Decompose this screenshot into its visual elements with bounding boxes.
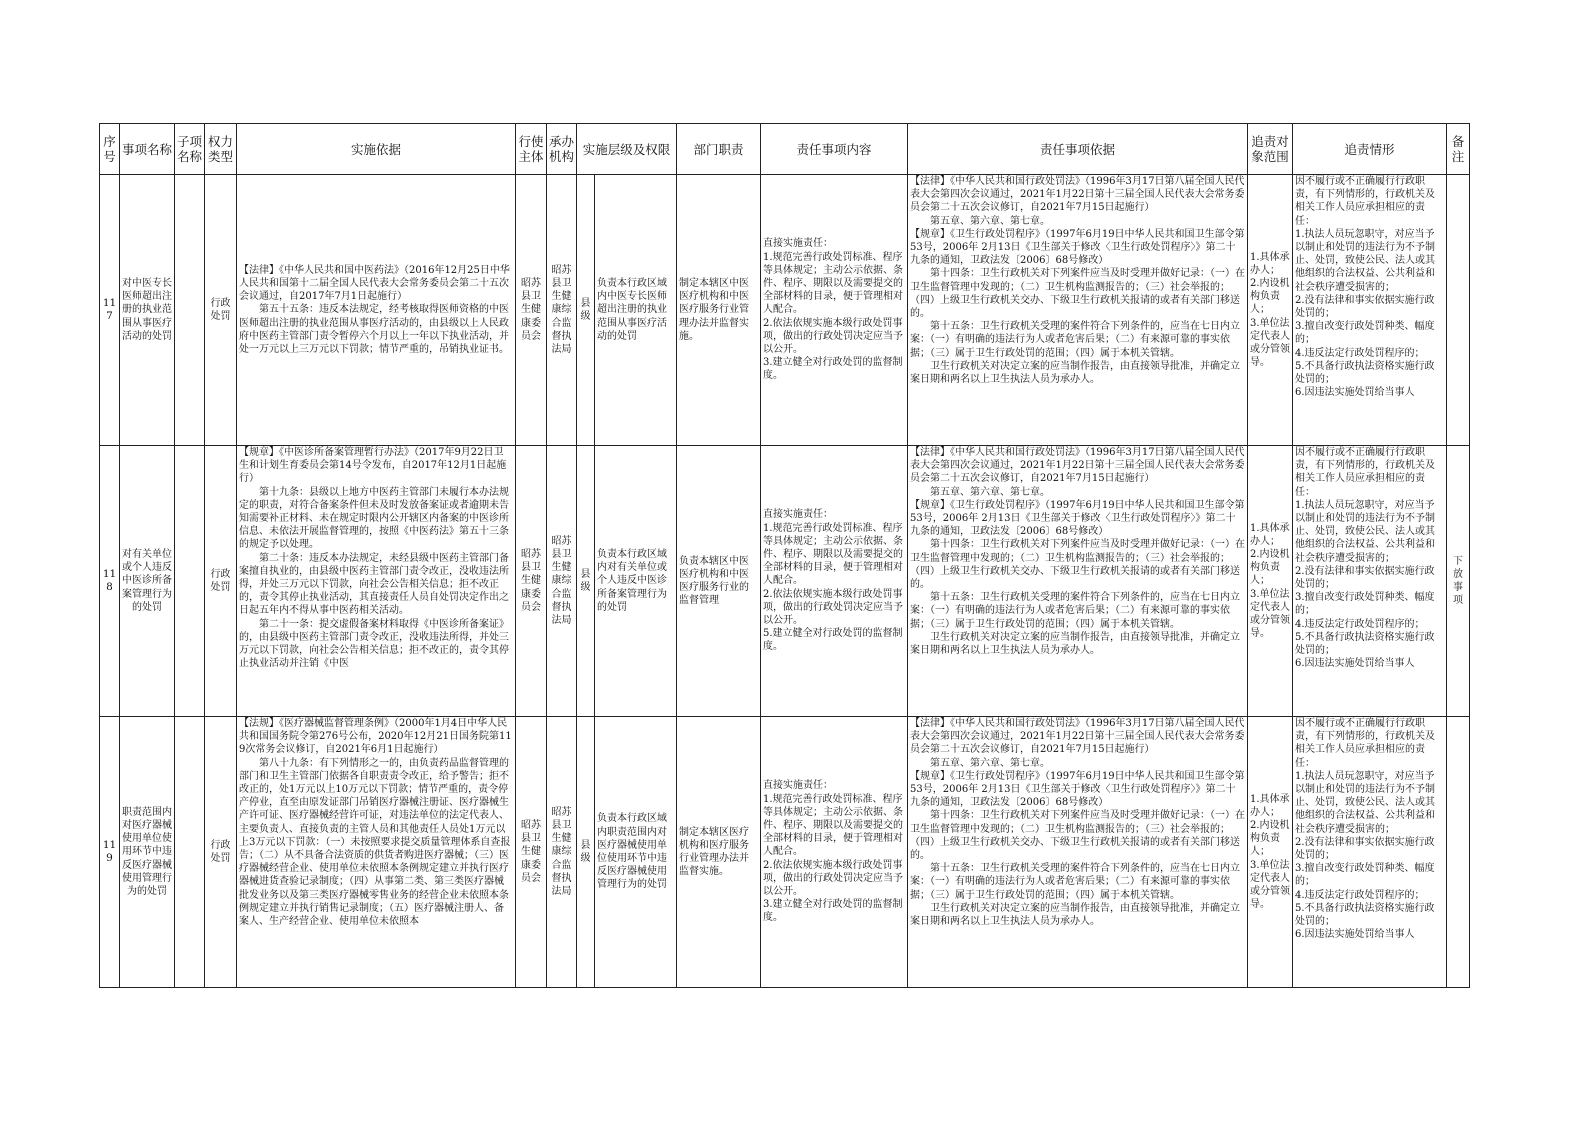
row-cases: 因不履行或不正确履行行政职责，有下列情形的，行政机关及相关工作人员应承担相应的责任： 1.执法人员玩忽职守，对应当予以制止和处罚的违法行为不予制止、处罚，致使公民、法人或其他组织的合法权益、公共利益和社会秩序遭受损害的； 2.没有法律和事实依据实施行政处罚的； 3.擅自改变行政处罚种类、幅度的； 4.违反法定行政处罚程序的； 5.不具备行政执法资格实施行政处罚的； 6.因违法实施处罚给当事人 bbox=[1295, 718, 1436, 941]
header-name: 事项名称 bbox=[120, 124, 175, 175]
row-resp-basis: 【法律】《中华人民共和国行政处罚法》（1996年3月17日第八届全国人民代表大会第四次会议通过，2021年1月22日第十三届全国人民代表大会常务委员会第二十五次会议修订，自2021年7月15日起施行） 第五章、第六章、第七章。 【规章】《卫生行政处罚程序》（1997年6月19日中华人民共和国卫生部令第53号，2006年 2月13日《卫生部关于修改〈卫生行政处罚程序〉》第二十九条的通知，卫政法发〔2006〕68号修改） 第十四条：卫生行政机关对下列案件应当及时受理并做好记录：（一）在卫生监督管理中发现的；（二）卫生机构监测报告的；（三）社会举报的；（四）上级卫生行政机关交办、下级卫生行政机关报请的或者有关部门移送的。 第十五条：卫生行政机关受理的案件符合下列条件的，应当在七日内立案：（一）有明确的违法行为人或者危害后果；（二）有来源可靠的事实依据；（三）属于卫生行政处罚的范围；（四）属于本机关管辖。 卫生行政机关对决定立案的应当制作报告，由直接领导批准，并确定立案日期和两名以上卫生执法人员为承办人。 bbox=[910, 718, 1246, 928]
row-content: 直接实施责任： 1.规范完善行政处罚标准、程序等具体规定；主动公示依据、条件、程序、期限以及需要提交的全部材料的目录，便于管理相对人配合。 2.依法依规实施本级行政处罚事项，做出的行政处罚决定应当予以公开。 3.建立健全对行政处罚的监督制度。 bbox=[763, 238, 904, 382]
row-basis: 【规章】《中医诊所备案管理暂行办法》（2017年9月22日卫生和计划生育委员会第14号令发布，自2017年12月1日起施行） 第十九条：县级以上地方中医药主管部门未履行本办法规定的职责，对符合备案条件但未及时发放备案证或者逾期未告知需要补正材料、未在规定时限内公开辖区内备案的中医诊所信息、未依法开展监督管理的，按照《中医药法》第五十三条的规定予以处理。 第二十条：违反本办法规定，未经县级中医药主管部门备案擅自执业的，由县级中医药主管部门责令改正，没收违法所得，并处三万元以下罚款，向社会公告相关信息；拒不改正的，责令其停止执业活动，其直接责任人员自处罚决定作出之日起五年内不得从事中医药相关活动。 第二十一条：提交虚假备案材料取得《中医诊所备案证》的，由县级中医药主管部门责令改正，没收违法所得，并处三万元以下罚款，向社会公告相关信息；拒不改正的，责令其停止执业活动并注销《中医 bbox=[239, 447, 509, 670]
row-agency: 昭苏县卫生健康综合监督执法局 bbox=[551, 264, 572, 355]
row-authority: 负责本行政区域内对有关单位或个人违反中医诊所备案管理行为的处罚 bbox=[597, 548, 667, 613]
table-row bbox=[100, 446, 1470, 717]
row-basis: 【法律】《中华人民共和国中医药法》（2016年12月25日中华人民共和国第十二届全国人民代表大会常务委员会第二十五次会议通过，自2017年7月1日起施行） 第五十五条：违反本法规定，经考核取得医师资格的中医医师超出注册的执业范围从事医疗活动的，由县级以上人民政府中医药主管部门责令暂停六个月以上一年以下执业活动，并处一万元以上三万元以下罚款；情节严重的，吊销执业证书。 bbox=[239, 264, 510, 355]
table-row bbox=[100, 175, 1470, 446]
row-cases: 因不履行或不正确履行行政职责，有下列情形的，行政机关及相关工作人员应承担相应的责任： 1.执法人员玩忽职守，对应当予以制止和处罚的违法行为不予制止、处罚，致使公民、法人或其他组织的合法权益、公共利益和社会秩序遭受损害的； 2.没有法律和事实依据实施行政处罚的； 3.擅自改变行政处罚种类、幅度的； 4.违反法定行政处罚程序的； 5.不具备行政执法资格实施行政处罚的； 6.因违法实施处罚给当事人 bbox=[1295, 176, 1436, 399]
row-name: 对有关单位或个人违反中医诊所备案管理行为的处罚 bbox=[122, 548, 172, 613]
row-name: 对中医专长医师超出注册的执业范围从事医疗活动的处罚 bbox=[122, 277, 172, 342]
row-type: 行政处罚 bbox=[210, 839, 231, 864]
row-cases: 因不履行或不正确履行行政职责，有下列情形的，行政机关及相关工作人员应承担相应的责任： 1.执法人员玩忽职守，对应当予以制止和处罚的违法行为不予制止、处罚，致使公民、法人或其他组织的合法权益、公共利益和社会秩序遭受损害的； 2.没有法律和事实依据实施行政处罚的； 3.擅自改变行政处罚种类、幅度的； 4.违反法定行政处罚程序的； 5.不具备行政执法资格实施行政处罚的； 6.因违法实施处罚给当事人 bbox=[1295, 447, 1436, 670]
row-scope: 1.具体承办人； 2.内设机构负责人； 3.单位法定代表人或分管领导。 bbox=[1250, 793, 1291, 911]
header-scope: 追责对象范围 bbox=[1248, 124, 1293, 175]
row-scope: 1.具体承办人； 2.内设机构负责人； 3.单位法定代表人或分管领导。 bbox=[1250, 522, 1291, 640]
row-seq: 117 bbox=[100, 175, 120, 446]
row-basis: 【法规】《医疗器械监督管理条例》（2000年1月4日中华人民共和国国务院令第276号公布，2020年12月21日国务院第119次常务会议修订，自2021年6月1日起施行） 第八十九条：有下列情形之一的，由负责药品监督管理的部门和卫生主管部门依据各自职责责令改正，给予警告；拒不改正的，处1万元以上10万元以下罚款；情节严重的，责令停产停业，直至由原发证部门吊销医疗器械注册证、医疗器械生产许可证、医疗器械经营许可证，对违法单位的法定代表人、主要负责人、直接负责的主管人员和其他责任人员处1万元以上3万元以下罚款：（一）未按照要求提交质量管理体系自查报告；（二）从不具备合法资质的供货者购进医疗器械；（三）医疗器械经营企业、使用单位未依照本条例规定建立并执行医疗器械进货查验记录制度；（四）从事第二类、第三类医疗器械批发业务以及第三类医疗器械零售业务的经营企业未依照本条例规定建立并执行销售记录制度；（五）医疗器械注册人、备案人、生产经营企业、使用单位未依照本 bbox=[239, 718, 512, 928]
row-resp-basis: 【法律】《中华人民共和国行政处罚法》（1996年3月17日第八届全国人民代表大会第四次会议通过，2021年1月22日第十三届全国人民代表大会常务委员会第二十五次会议修订，自2021年7月15日起施行） 第五章、第六章、第七章。 【规章】《卫生行政处罚程序》（1997年6月19日中华人民共和国卫生部令第53号，2006年 2月13日《卫生部关于修改〈卫生行政处罚程序〉》第二十九条的通知，卫政法发〔2006〕68号修改） 第十四条：卫生行政机关对下列案件应当及时受理并做好记录：（一）在卫生监督管理中发现的；（二）卫生机构监测报告的；（三）社会举报的；（四）上级卫生行政机关交办、下级卫生行政机关报请的或者有关部门移送的。 第十五条：卫生行政机关受理的案件符合下列条件的，应当在七日内立案：（一）有明确的违法行为人或者危害后果；（二）有来源可靠的事实依据；（三）属于卫生行政处罚的范围；（四）属于本机关管辖。 卫生行政机关对决定立案的应当制作报告，由直接领导批准，并确定立案日期和两名以上卫生执法人员为承办人。 bbox=[910, 447, 1246, 657]
row-content: 直接实施责任： 1.规范完善行政处罚标准、程序等具体规定；主动公示依据、条件、程序、期限以及需要提交的全部材料的目录，便于管理相对人配合。 2.依法依规实施本级行政处罚事项，做出的行政处罚决定应当予以公开。 3.建立健全对行政处罚的监督制度。 bbox=[763, 780, 904, 924]
row-duty: 制定本辖区中医医疗机构和中医医疗服务行业管理办法并监督实施。 bbox=[679, 277, 750, 342]
header-basis: 实施依据 bbox=[237, 124, 516, 175]
row-type: 行政处罚 bbox=[210, 297, 231, 322]
header-note: 备注 bbox=[1447, 124, 1470, 175]
row-subject: 昭苏县卫生健康委员会 bbox=[521, 277, 541, 342]
row-sub bbox=[177, 175, 202, 445]
row-note: 下放事项 bbox=[1453, 555, 1464, 607]
row-seq: 118 bbox=[100, 446, 120, 717]
header-agency: 承办机构 bbox=[547, 124, 577, 175]
row-type: 行政处罚 bbox=[210, 568, 231, 593]
row-duty: 负责本辖区中医医疗机构和中医医疗服务行业的监督管理 bbox=[679, 555, 750, 607]
table-row bbox=[100, 717, 1470, 988]
row-agency: 昭苏县卫生健康综合监督执法局 bbox=[551, 806, 572, 897]
responsibility-table bbox=[99, 123, 1470, 988]
row-resp-basis: 【法律】《中华人民共和国行政处罚法》（1996年3月17日第八届全国人民代表大会第四次会议通过，2021年1月22日第十三届全国人民代表大会常务委员会第二十五次会议修订，自2021年7月15日起施行） 第五章、第六章、第七章。 【规章】《卫生行政处罚程序》（1997年6月19日中华人民共和国卫生部令第53号，2006年 2月13日《卫生部关于修改〈卫生行政处罚程序〉》第二十九条的通知，卫政法发〔2006〕68号修改） 第十四条：卫生行政机关对下列案件应当及时受理并做好记录：（一）在卫生监督管理中发现的；（二）卫生机构监测报告的；（三）社会举报的；（四）上级卫生行政机关交办、下级卫生行政机关报请的或者有关部门移送的。 第十五条：卫生行政机关受理的案件符合下列条件的，应当在七日内立案：（一）有明确的违法行为人或者危害后果；（二）有来源可靠的事实依据；（三）属于卫生行政处罚的范围；（四）属于本机关管辖。 卫生行政机关对决定立案的应当制作报告，由直接领导批准，并确定立案日期和两名以上卫生执法人员为承办人。 bbox=[910, 176, 1246, 386]
row-scope: 1.具体承办人； 2.内设机构负责人； 3.单位法定代表人或分管领导。 bbox=[1250, 251, 1291, 369]
header-sub: 子项名称 bbox=[175, 124, 205, 175]
header-row bbox=[100, 124, 1470, 175]
header-type: 权力类型 bbox=[205, 124, 237, 175]
header-level: 实施层级及权限 bbox=[577, 124, 677, 175]
row-level: 县级 bbox=[580, 297, 591, 322]
row-sub bbox=[177, 446, 202, 716]
header-content: 责任事项内容 bbox=[761, 124, 908, 175]
header-cases: 追责情形 bbox=[1293, 124, 1447, 175]
row-subject: 昭苏县卫生健康委员会 bbox=[521, 819, 541, 884]
header-seq: 序号 bbox=[100, 124, 120, 175]
row-authority: 负责本行政区域内中医专长医师超出注册的执业范围从事医疗活动的处罚 bbox=[597, 277, 667, 342]
row-sub bbox=[177, 717, 202, 987]
header-subject: 行使主体 bbox=[516, 124, 547, 175]
row-agency: 昭苏县卫生健康综合监督执法局 bbox=[551, 535, 572, 626]
header-resp-basis: 责任事项依据 bbox=[908, 124, 1248, 175]
row-content: 直接实施责任： 1.规范完善行政处罚标准、程序等具体规定；主动公示依据、条件、程序、期限以及需要提交的全部材料的目录，便于管理相对人配合。 2.依法依规实施本级行政处罚事项，做出的行政处罚决定应当予以公开。 5.建立健全对行政处罚的监督制度。 bbox=[763, 509, 904, 653]
row-note bbox=[1449, 175, 1467, 445]
row-level: 县级 bbox=[580, 839, 591, 864]
row-subject: 昭苏县卫生健康委员会 bbox=[521, 548, 541, 613]
row-duty: 制定本辖区医疗机构和医疗服务行业管理办法并监督实施。 bbox=[679, 826, 750, 878]
row-seq: 119 bbox=[100, 717, 120, 988]
row-authority: 负责本行政区域内职责范围内对医疗器械使用单位使用环节中违反医疗器械使用管理行为的处罚 bbox=[597, 813, 667, 891]
row-note bbox=[1449, 717, 1467, 987]
row-level: 县级 bbox=[580, 568, 591, 593]
header-duty: 部门职责 bbox=[677, 124, 761, 175]
row-name: 职责范围内对医疗器械使用单位使用环节中违反医疗器械使用管理行为的处罚 bbox=[122, 806, 172, 897]
